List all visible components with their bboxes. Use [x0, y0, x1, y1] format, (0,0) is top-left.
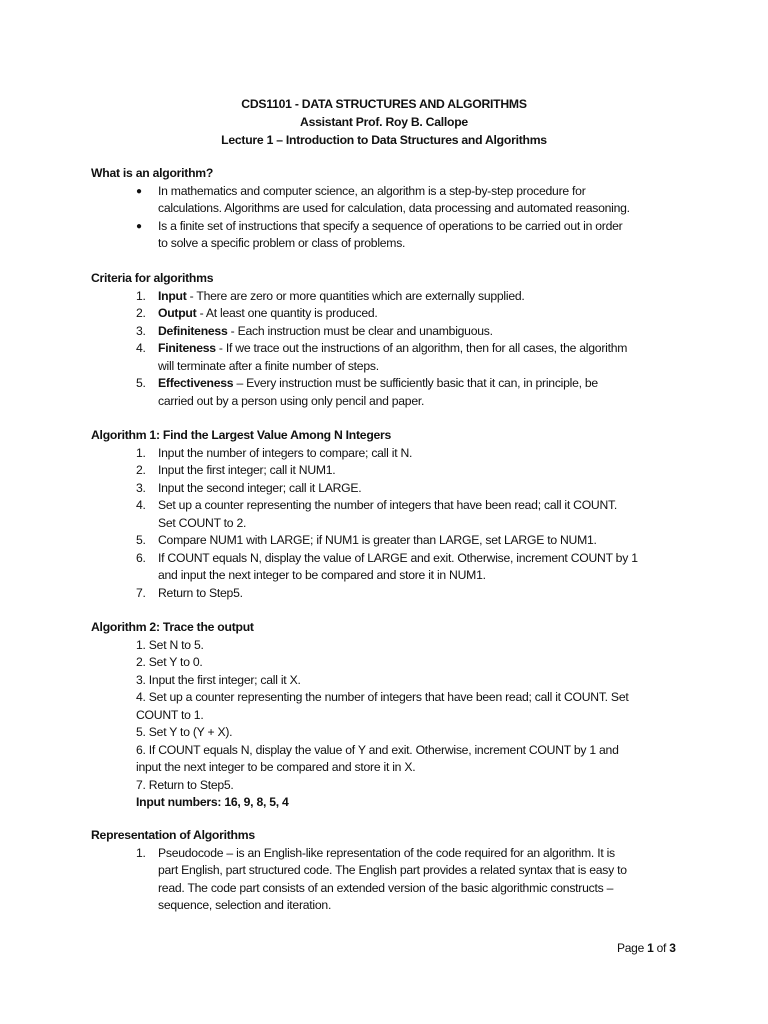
instructor-name: Assistant Prof. Roy B. Callope	[300, 115, 468, 129]
list-item: 3. Input the first integer; call it X.	[136, 672, 301, 687]
bullet-item: ● In mathematics and computer science, an algorithm is a step-by-step procedure for	[91, 183, 691, 201]
list-item: 5. Effectiveness – Every instruction must be sufficiently basic that it can, in principle, be	[136, 376, 598, 390]
list-item: 2. Set Y to 0.	[136, 655, 203, 669]
list-item: 6. If COUNT equals N, display the value of LARGE and exit. Otherwise, increment COUNT by 1	[136, 550, 638, 565]
input-numbers: Input numbers: 16, 9, 8, 5, 4	[136, 795, 289, 809]
document-header	[0, 95, 768, 149]
list-item-continued: COUNT to 1.	[136, 707, 204, 722]
section-algorithm-1	[91, 427, 691, 602]
list-item: 5. Set Y to (Y + X).	[136, 725, 233, 739]
section-heading: Algorithm 2: Trace the output	[91, 620, 254, 634]
bullet-item-continued: to solve a specific problem or class of problems.	[158, 236, 406, 250]
list-item: 1. Input - There are zero or more quantities which are externally supplied.	[136, 288, 525, 303]
bullet-item-continued: calculations. Algorithms are used for calculation, data processing and automated reasoning.	[158, 201, 630, 215]
list-item: 4. Finiteness - If we trace out the instructions of an algorithm, then for all cases, the algorithm	[136, 341, 628, 355]
section-heading: Representation of Algorithms	[91, 828, 255, 842]
list-item-continued: Set COUNT to 2.	[158, 515, 247, 530]
list-item: 6. If COUNT equals N, display the value of Y and exit. Otherwise, increment COUNT by 1 and	[136, 742, 619, 757]
list-item-continued: part English, part structured code. The English part provides a related syntax that is easy to	[158, 863, 627, 877]
section-heading: Algorithm 1: Find the Largest Value Among N Integers	[91, 428, 392, 442]
list-item: 7. Return to Step5.	[136, 585, 243, 600]
page-number: Page 1 of 3	[617, 941, 676, 955]
section-criteria	[91, 270, 691, 410]
list-item-continued: carried out by a person using only pencil and paper.	[158, 393, 425, 408]
list-item: 7. Return to Step5.	[136, 777, 234, 792]
list-item: 1. Set N to 5.	[136, 637, 204, 652]
section-representation	[91, 827, 691, 915]
section-heading: What is an algorithm?	[91, 166, 214, 180]
bullet-icon: ●	[136, 220, 142, 232]
list-item: 4. Set up a counter representing the number of integers that have been read; call it COUNT. Set	[136, 690, 629, 704]
list-item: 1. Input the number of integers to compare; call it N.	[136, 445, 413, 460]
list-item-continued: input the next integer to be compared and store it in X.	[136, 760, 416, 774]
list-item: 1. Pseudocode – is an English-like representation of the code required for an algorithm. It is	[136, 845, 615, 860]
bullet-icon: ●	[136, 185, 142, 197]
list-item: 2. Input the first integer; call it NUM1.	[136, 463, 336, 477]
section-what-is-algorithm	[91, 165, 691, 253]
section-algorithm-2	[91, 619, 691, 812]
list-item-continued: read. The code part consists of an extended version of the basic algorithmic constructs –	[158, 880, 614, 895]
bullet-item: ● Is a finite set of instructions that specify a sequence of operations to be carried out in order	[91, 218, 691, 236]
list-item: 3. Input the second integer; call it LARGE.	[136, 480, 362, 495]
list-item-continued: will terminate after a finite number of steps.	[158, 358, 379, 373]
list-item-continued: and input the next integer to be compared and store it in NUM1.	[158, 568, 486, 582]
list-item-continued: sequence, selection and iteration.	[158, 898, 332, 912]
course-title: CDS1101 - DATA STRUCTURES AND ALGORITHMS	[241, 97, 527, 111]
list-item: 3. Definiteness - Each instruction must be clear and unambiguous.	[136, 323, 493, 338]
list-item: 5. Compare NUM1 with LARGE; if NUM1 is greater than LARGE, set LARGE to NUM1.	[136, 533, 597, 547]
lecture-title: Lecture 1 – Introduction to Data Structures and Algorithms	[221, 133, 547, 147]
list-item: 2. Output - At least one quantity is produced.	[136, 306, 378, 320]
section-heading: Criteria for algorithms	[91, 271, 214, 285]
list-item: 4. Set up a counter representing the number of integers that have been read; call it COUNT.	[136, 498, 618, 512]
